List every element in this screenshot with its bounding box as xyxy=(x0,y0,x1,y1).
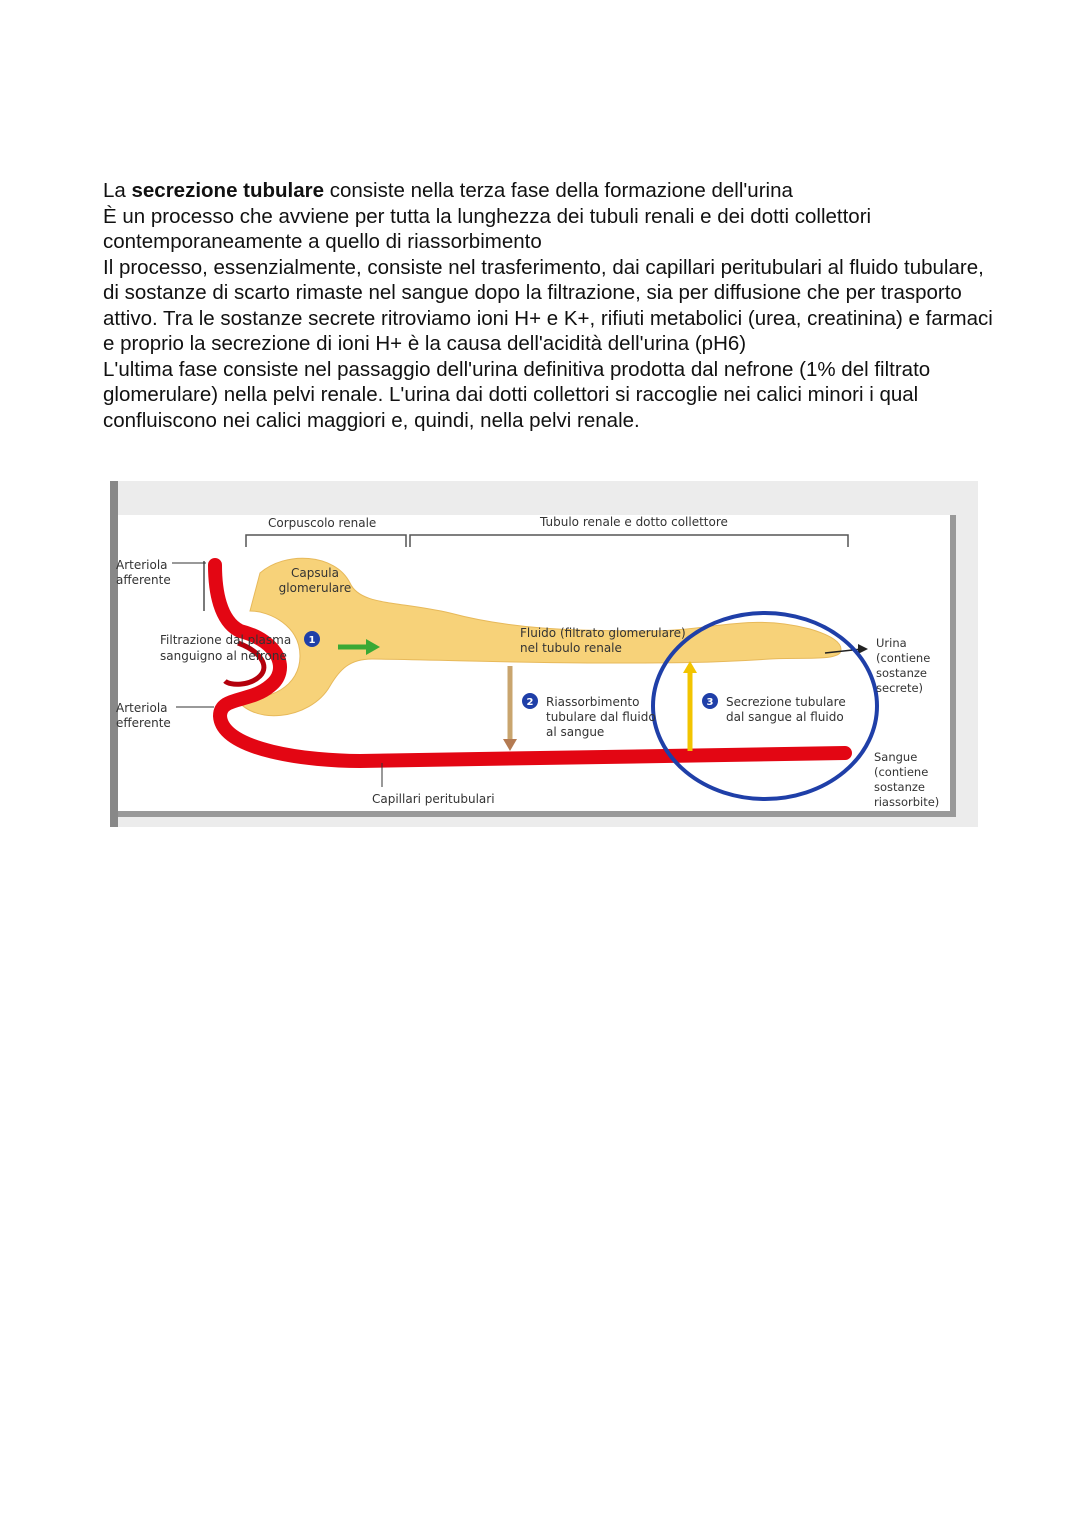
label-riass-1: Riassorbimento xyxy=(546,695,640,709)
label-urina-3: sostanze xyxy=(876,666,927,680)
label-capillari: Capillari peritubulari xyxy=(372,792,495,806)
text-block xyxy=(103,178,993,433)
label-filtrazione-1: Filtrazione dal plasma xyxy=(160,633,292,647)
label-sangue-2: (contiene xyxy=(874,765,929,779)
nephron-diagram-svg xyxy=(110,481,978,827)
paragraph-1 xyxy=(103,178,993,204)
label-tubulo: Tubulo renale e dotto collettore xyxy=(540,515,728,529)
label-capsula-1: Capsula xyxy=(291,566,339,580)
p1-pre: La xyxy=(103,179,132,202)
p1-post: consiste nella terza fase della formazione dell'urina xyxy=(324,179,793,202)
label-arteriola-eff-2: efferente xyxy=(116,716,171,730)
paragraph-3: Il processo, essenzialmente, consiste nel trasferimento, dai capillari peritubulari al fluido tubulare, di sostanze di scarto rimaste nel sangue dopo la filtrazione, sia per diffusione che per trasporto attivo. Tra le sostanze secrete ritroviamo ioni H+ e K+, rifiuti metabolici (urea, creatinina) e farmaci e proprio la secrezione di ioni H+ è la causa dell'acidità dell'urina (pH6) xyxy=(103,255,993,355)
label-arteriola-aff-2: afferente xyxy=(116,573,171,587)
label-urina-2: (contiene xyxy=(876,651,931,665)
label-urina-4: secrete) xyxy=(876,681,924,695)
label-fluido-1: Fluido (filtrato glomerulare) xyxy=(520,626,686,640)
label-arteriola-eff-1: Arteriola xyxy=(116,701,168,715)
step-1-number: 1 xyxy=(308,635,316,646)
p1-bold: secrezione tubulare xyxy=(131,179,325,202)
label-corpuscolo: Corpuscolo renale xyxy=(268,516,377,530)
label-filtrazione-2: sanguigno al nefrone xyxy=(160,649,287,663)
label-secr-2: dal sangue al fluido xyxy=(726,710,844,724)
label-sangue-1: Sangue xyxy=(874,750,918,764)
paragraph-2: È un processo che avviene per tutta la lunghezza dei tubuli renali e dei dotti collettori contemporaneamente a quello di riassorbimento xyxy=(103,204,872,253)
label-riass-2: tubulare dal fluido xyxy=(546,710,656,724)
label-urina-1: Urina xyxy=(876,636,907,650)
label-sangue-3: sostanze xyxy=(874,780,925,794)
nephron-diagram xyxy=(110,481,978,827)
step-3-number: 3 xyxy=(706,697,714,708)
label-arteriola-aff-1: Arteriola xyxy=(116,558,168,572)
label-capsula-2: glomerulare xyxy=(278,581,352,595)
label-fluido-2: nel tubulo renale xyxy=(520,641,622,655)
label-riass-3: al sangue xyxy=(546,725,605,739)
step-2-number: 2 xyxy=(526,697,534,708)
diagram-panel xyxy=(118,515,954,815)
label-sangue-4: riassorbite) xyxy=(874,795,940,809)
label-secr-1: Secrezione tubulare xyxy=(726,695,846,709)
paragraph-4: L'ultima fase consiste nel passaggio dell'urina definitiva prodotta dal nefrone (1% del filtrato glomerulare) nella pelvi renale. L'urina dai dotti collettori si raccoglie nei calici minori i qual confluiscono nei calici maggiori e, quindi, nella pelvi renale. xyxy=(103,357,931,432)
